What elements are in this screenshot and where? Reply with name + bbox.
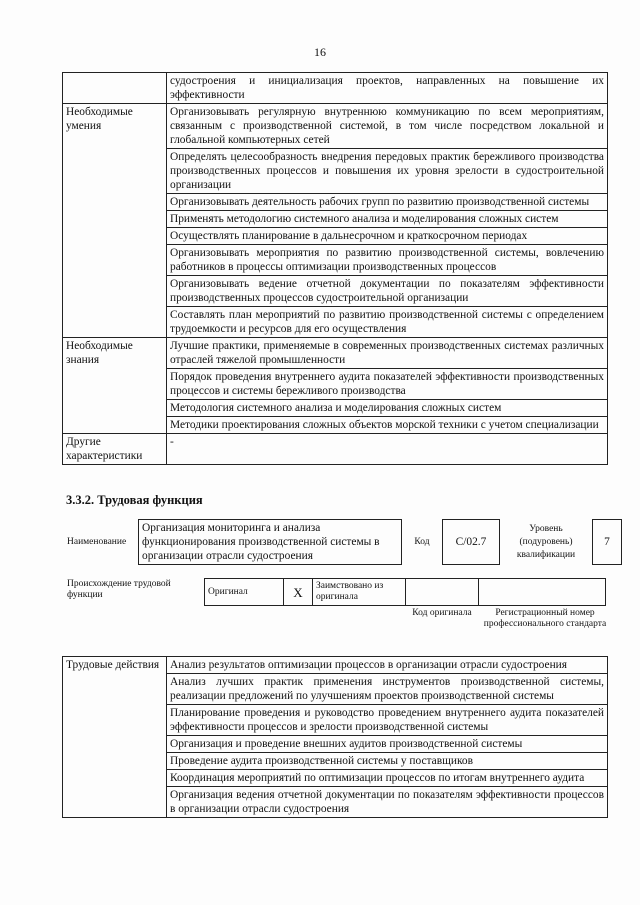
table-cell: Анализ результатов оптимизации процессов в организации отрасли судостроения — [167, 657, 608, 674]
table-cell: Организация и проведение внешних аудитов производственной системы — [167, 736, 608, 753]
table-cell: Применять методологию системного анализа и моделирования сложных систем — [167, 211, 608, 228]
table-cell: судостроения и инициализация проектов, направленных на повышение их эффективности — [167, 73, 608, 104]
name-label: Наименование — [67, 536, 127, 547]
function-name: Организация мониторинга и анализа функционирования производственной системы в организации отрасли судостроения — [139, 520, 402, 565]
table-cell: Составлять план мероприятий по развитию производственной системы с определением трудоемкости и ресурсов для его осуществления — [167, 307, 608, 338]
page-number: 16 — [314, 45, 326, 59]
origin-label: Происхождение трудовой функции — [67, 578, 171, 600]
table-cell: Планирование проведения и руководство проведением внутреннего аудита показателей эффективности процессов и зрелости производственной системы — [167, 705, 608, 736]
code-original-label: Код оригинала — [412, 608, 472, 618]
table-cell: Анализ лучших практик применения инструментов производственной системы, реализации предложений по улучшениям проектов производственной системы — [167, 674, 608, 705]
section-title: 3.3.2. Трудовая функция — [66, 493, 203, 507]
row-head-skills: Необходимые умения — [63, 104, 167, 338]
table-cell: Координация мероприятий по оптимизации процессов по итогам внутреннего аудита — [167, 770, 608, 787]
level-value: 7 — [593, 520, 622, 565]
labor-actions-table — [62, 656, 608, 818]
table-head-cell — [63, 73, 167, 104]
requirements-table — [62, 72, 608, 465]
function-header-table — [64, 519, 622, 565]
borrowed-label: Заимствовано из оригинала — [313, 579, 406, 606]
reg-number-box — [479, 579, 606, 606]
origin-table — [64, 578, 606, 606]
table-cell: Организация ведения отчетной документации по показателям эффективности процессов в организации отрасли судостроения — [167, 787, 608, 818]
table-cell: Методики проектирования сложных объектов морской техники с учетом специализации — [167, 417, 608, 434]
table-cell: - — [167, 434, 608, 465]
table-cell: Лучшие практики, применяемые в современных производственных системах различных отраслей тяжелой промышленности — [167, 338, 608, 369]
table-cell: Методология системного анализа и моделирования сложных систем — [167, 400, 608, 417]
table-cell: Порядок проведения внутреннего аудита показателей эффективности производственных процессов и системы бережливого производства — [167, 369, 608, 400]
table-cell: Организовывать мероприятия по развитию производственной системы, вовлечению работников в процессы оптимизации производственных процессов — [167, 245, 608, 276]
row-head-other: Другие характеристики — [63, 434, 167, 465]
table-cell: Проведение аудита производственной системы у поставщиков — [167, 753, 608, 770]
row-head-knowledge: Необходимые знания — [63, 338, 167, 434]
original-label: Оригинал — [205, 579, 284, 606]
code-value: C/02.7 — [443, 520, 500, 565]
table-cell: Определять целесообразность внедрения передовых практик бережливого производства производственных процессов и повышения их уровня зрелости в судостроительной организации — [167, 149, 608, 194]
table-cell: Осуществлять планирование в дальнесрочном и краткосрочном периодах — [167, 228, 608, 245]
row-head-actions: Трудовые действия — [63, 657, 167, 818]
level-label: Уровень (подуровень) квалификации — [516, 523, 576, 560]
reg-number-label: Регистрационный номер профессионального стандарта — [483, 608, 607, 629]
code-label: Код — [414, 536, 430, 547]
table-cell: Организовывать ведение отчетной документации по показателям эффективности производственных процессов судостроительной организации — [167, 276, 608, 307]
table-cell: Организовывать деятельность рабочих групп по развитию производственной системы — [167, 194, 608, 211]
original-mark: X — [284, 579, 313, 606]
code-original-box — [406, 579, 479, 606]
table-cell: Организовывать регулярную внутреннюю коммуникацию по всем мероприятиям, связанным с производственной системой, в том числе посредством локальной и глобальной компьютерных сетей — [167, 104, 608, 149]
